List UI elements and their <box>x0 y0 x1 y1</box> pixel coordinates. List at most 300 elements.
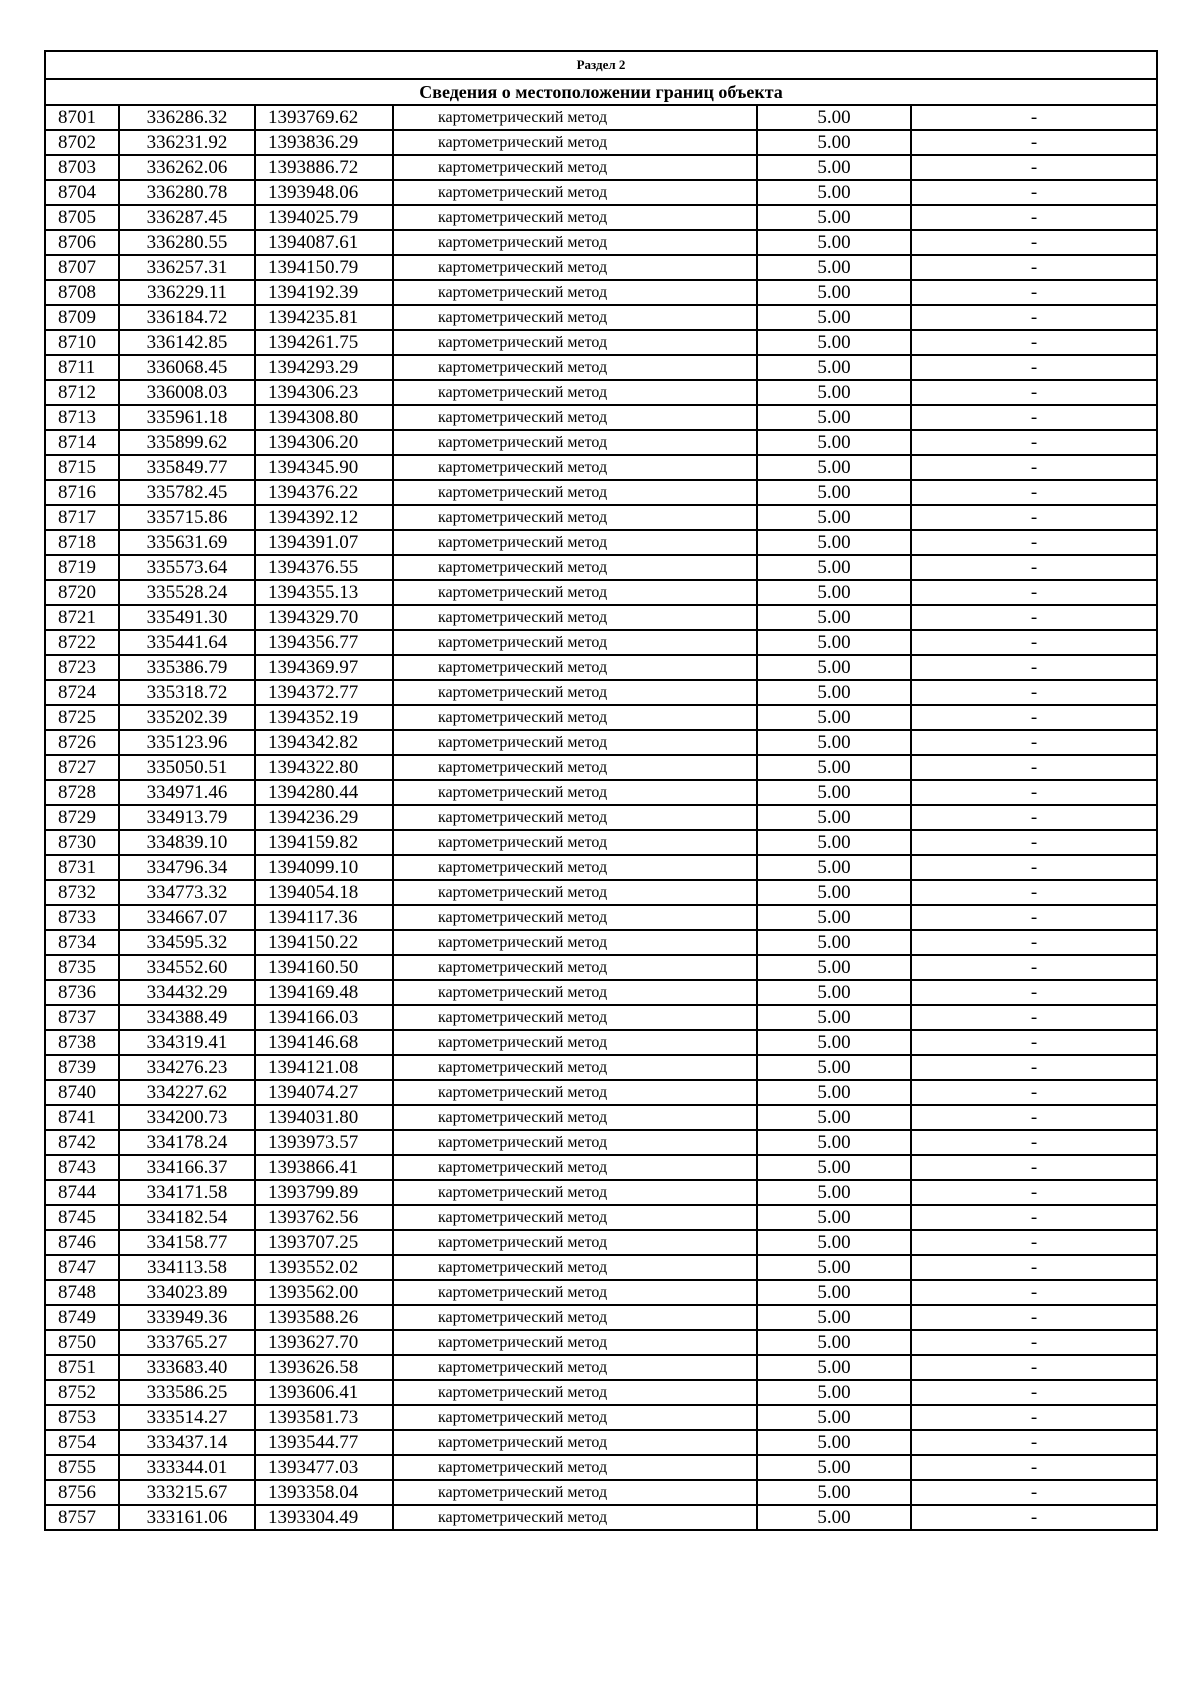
coordinate-x: 335782.45 <box>119 480 255 505</box>
determination-method: картометрический метод <box>393 155 757 180</box>
point-number: 8730 <box>45 830 119 855</box>
accuracy-value: 5.00 <box>757 305 911 330</box>
coordinate-x: 335318.72 <box>119 680 255 705</box>
coordinate-x: 336008.03 <box>119 380 255 405</box>
table-row <box>45 1105 1157 1130</box>
point-number: 8734 <box>45 930 119 955</box>
determination-method: картометрический метод <box>393 305 757 330</box>
coordinate-y: 1394372.77 <box>255 680 393 705</box>
point-description: - <box>911 1480 1157 1505</box>
point-number: 8703 <box>45 155 119 180</box>
point-number: 8725 <box>45 705 119 730</box>
coordinate-y: 1394121.08 <box>255 1055 393 1080</box>
accuracy-value: 5.00 <box>757 1455 911 1480</box>
coordinate-x: 334171.58 <box>119 1180 255 1205</box>
accuracy-value: 5.00 <box>757 480 911 505</box>
point-description: - <box>911 1005 1157 1030</box>
determination-method: картометрический метод <box>393 105 757 130</box>
table-row <box>45 380 1157 405</box>
coordinate-y: 1394150.79 <box>255 255 393 280</box>
accuracy-value: 5.00 <box>757 1380 911 1405</box>
table-row <box>45 305 1157 330</box>
point-number: 8739 <box>45 1055 119 1080</box>
coordinate-x: 335123.96 <box>119 730 255 755</box>
point-description: - <box>911 830 1157 855</box>
point-number: 8749 <box>45 1305 119 1330</box>
coordinate-x: 334796.34 <box>119 855 255 880</box>
point-number: 8756 <box>45 1480 119 1505</box>
point-number: 8752 <box>45 1380 119 1405</box>
coordinate-x: 335849.77 <box>119 455 255 480</box>
determination-method: картометрический метод <box>393 330 757 355</box>
table-row <box>45 1030 1157 1055</box>
determination-method: картометрический метод <box>393 1430 757 1455</box>
point-number: 8733 <box>45 905 119 930</box>
coordinate-x: 333344.01 <box>119 1455 255 1480</box>
point-number: 8719 <box>45 555 119 580</box>
accuracy-value: 5.00 <box>757 830 911 855</box>
coordinate-y: 1393304.49 <box>255 1505 393 1530</box>
table-row <box>45 1130 1157 1155</box>
coordinate-x: 333949.36 <box>119 1305 255 1330</box>
accuracy-value: 5.00 <box>757 1280 911 1305</box>
point-number: 8726 <box>45 730 119 755</box>
coordinate-x: 334227.62 <box>119 1080 255 1105</box>
point-number: 8727 <box>45 755 119 780</box>
accuracy-value: 5.00 <box>757 380 911 405</box>
point-number: 8731 <box>45 855 119 880</box>
point-description: - <box>911 1255 1157 1280</box>
coordinate-y: 1394261.75 <box>255 330 393 355</box>
table-row <box>45 1280 1157 1305</box>
point-number: 8708 <box>45 280 119 305</box>
table-row <box>45 730 1157 755</box>
determination-method: картометрический метод <box>393 180 757 205</box>
point-number: 8714 <box>45 430 119 455</box>
point-description: - <box>911 1130 1157 1155</box>
coordinate-y: 1394392.12 <box>255 505 393 530</box>
point-number: 8745 <box>45 1205 119 1230</box>
table-row <box>45 655 1157 680</box>
coordinate-y: 1394236.29 <box>255 805 393 830</box>
accuracy-value: 5.00 <box>757 1080 911 1105</box>
table-row <box>45 780 1157 805</box>
point-number: 8748 <box>45 1280 119 1305</box>
determination-method: картометрический метод <box>393 255 757 280</box>
point-number: 8724 <box>45 680 119 705</box>
point-number: 8702 <box>45 130 119 155</box>
point-number: 8744 <box>45 1180 119 1205</box>
coordinate-x: 335899.62 <box>119 430 255 455</box>
point-number: 8701 <box>45 105 119 130</box>
coordinate-x: 334158.77 <box>119 1230 255 1255</box>
point-description: - <box>911 1430 1157 1455</box>
accuracy-value: 5.00 <box>757 880 911 905</box>
determination-method: картометрический метод <box>393 280 757 305</box>
table-title-row <box>45 79 1157 105</box>
determination-method: картометрический метод <box>393 1155 757 1180</box>
table-row <box>45 280 1157 305</box>
coordinate-x: 336286.32 <box>119 105 255 130</box>
point-number: 8737 <box>45 1005 119 1030</box>
accuracy-value: 5.00 <box>757 405 911 430</box>
table-row <box>45 1230 1157 1255</box>
table-row <box>45 1180 1157 1205</box>
accuracy-value: 5.00 <box>757 1330 911 1355</box>
accuracy-value: 5.00 <box>757 205 911 230</box>
accuracy-value: 5.00 <box>757 1030 911 1055</box>
accuracy-value: 5.00 <box>757 1105 911 1130</box>
accuracy-value: 5.00 <box>757 505 911 530</box>
point-description: - <box>911 1155 1157 1180</box>
point-number: 8728 <box>45 780 119 805</box>
coordinate-y: 1393562.00 <box>255 1280 393 1305</box>
accuracy-value: 5.00 <box>757 330 911 355</box>
table-row <box>45 1305 1157 1330</box>
determination-method: картометрический метод <box>393 505 757 530</box>
coordinate-x: 334178.24 <box>119 1130 255 1155</box>
point-description: - <box>911 555 1157 580</box>
table-row <box>45 1155 1157 1180</box>
determination-method: картометрический метод <box>393 430 757 455</box>
point-number: 8740 <box>45 1080 119 1105</box>
coordinate-x: 334166.37 <box>119 1155 255 1180</box>
coordinate-x: 335491.30 <box>119 605 255 630</box>
point-description: - <box>911 305 1157 330</box>
coordinate-y: 1394117.36 <box>255 905 393 930</box>
coordinate-y: 1394146.68 <box>255 1030 393 1055</box>
coordinate-x: 334552.60 <box>119 955 255 980</box>
determination-method: картометрический метод <box>393 1405 757 1430</box>
table-row <box>45 1430 1157 1455</box>
accuracy-value: 5.00 <box>757 605 911 630</box>
accuracy-value: 5.00 <box>757 105 911 130</box>
coordinate-y: 1394306.23 <box>255 380 393 405</box>
table-body <box>45 51 1157 1530</box>
point-description: - <box>911 1105 1157 1130</box>
coordinate-y: 1394329.70 <box>255 605 393 630</box>
determination-method: картометрический метод <box>393 930 757 955</box>
table-row <box>45 1505 1157 1530</box>
determination-method: картометрический метод <box>393 1105 757 1130</box>
determination-method: картометрический метод <box>393 1055 757 1080</box>
determination-method: картометрический метод <box>393 830 757 855</box>
coordinate-y: 1394376.55 <box>255 555 393 580</box>
table-row <box>45 405 1157 430</box>
accuracy-value: 5.00 <box>757 1230 911 1255</box>
determination-method: картометрический метод <box>393 1355 757 1380</box>
coordinate-x: 333161.06 <box>119 1505 255 1530</box>
determination-method: картометрический метод <box>393 480 757 505</box>
determination-method: картометрический метод <box>393 355 757 380</box>
table-row <box>45 1255 1157 1280</box>
point-description: - <box>911 630 1157 655</box>
determination-method: картометрический метод <box>393 1130 757 1155</box>
point-description: - <box>911 955 1157 980</box>
coordinate-x: 334913.79 <box>119 805 255 830</box>
point-description: - <box>911 205 1157 230</box>
table-row <box>45 505 1157 530</box>
accuracy-value: 5.00 <box>757 780 911 805</box>
table-row <box>45 230 1157 255</box>
accuracy-value: 5.00 <box>757 255 911 280</box>
table-row <box>45 1005 1157 1030</box>
coordinate-x: 336231.92 <box>119 130 255 155</box>
point-number: 8706 <box>45 230 119 255</box>
table-row <box>45 705 1157 730</box>
accuracy-value: 5.00 <box>757 1155 911 1180</box>
coordinate-x: 335386.79 <box>119 655 255 680</box>
determination-method: картометрический метод <box>393 880 757 905</box>
coordinate-x: 333586.25 <box>119 1380 255 1405</box>
point-number: 8729 <box>45 805 119 830</box>
coordinate-x: 335573.64 <box>119 555 255 580</box>
coordinate-y: 1393477.03 <box>255 1455 393 1480</box>
point-description: - <box>911 355 1157 380</box>
point-number: 8757 <box>45 1505 119 1530</box>
coordinate-x: 336262.06 <box>119 155 255 180</box>
coordinate-y: 1394169.48 <box>255 980 393 1005</box>
table-row <box>45 1405 1157 1430</box>
coordinate-y: 1393707.25 <box>255 1230 393 1255</box>
determination-method: картометрический метод <box>393 730 757 755</box>
point-description: - <box>911 155 1157 180</box>
coordinate-y: 1394369.97 <box>255 655 393 680</box>
section-header-row <box>45 51 1157 79</box>
point-description: - <box>911 805 1157 830</box>
point-description: - <box>911 230 1157 255</box>
point-description: - <box>911 280 1157 305</box>
point-number: 8746 <box>45 1230 119 1255</box>
determination-method: картометрический метод <box>393 1280 757 1305</box>
point-description: - <box>911 905 1157 930</box>
point-description: - <box>911 1505 1157 1530</box>
coordinate-y: 1394099.10 <box>255 855 393 880</box>
table-row <box>45 355 1157 380</box>
point-number: 8732 <box>45 880 119 905</box>
accuracy-value: 5.00 <box>757 855 911 880</box>
accuracy-value: 5.00 <box>757 655 911 680</box>
coordinate-y: 1394345.90 <box>255 455 393 480</box>
point-number: 8705 <box>45 205 119 230</box>
point-number: 8704 <box>45 180 119 205</box>
table-title: Сведения о местоположении границ объекта <box>45 79 1157 105</box>
accuracy-value: 5.00 <box>757 555 911 580</box>
coordinate-y: 1393544.77 <box>255 1430 393 1455</box>
coordinate-x: 334432.29 <box>119 980 255 1005</box>
determination-method: картометрический метод <box>393 955 757 980</box>
coordinate-y: 1394235.81 <box>255 305 393 330</box>
table-row <box>45 1380 1157 1405</box>
table-row <box>45 455 1157 480</box>
coordinate-y: 1393762.56 <box>255 1205 393 1230</box>
coordinate-y: 1394054.18 <box>255 880 393 905</box>
determination-method: картометрический метод <box>393 130 757 155</box>
determination-method: картометрический метод <box>393 1305 757 1330</box>
coordinate-x: 335050.51 <box>119 755 255 780</box>
point-number: 8743 <box>45 1155 119 1180</box>
coordinate-x: 335961.18 <box>119 405 255 430</box>
table-row <box>45 105 1157 130</box>
accuracy-value: 5.00 <box>757 755 911 780</box>
accuracy-value: 5.00 <box>757 155 911 180</box>
determination-method: картометрический метод <box>393 780 757 805</box>
determination-method: картометрический метод <box>393 455 757 480</box>
table-row <box>45 430 1157 455</box>
accuracy-value: 5.00 <box>757 280 911 305</box>
point-number: 8716 <box>45 480 119 505</box>
table-row <box>45 555 1157 580</box>
point-description: - <box>911 405 1157 430</box>
accuracy-value: 5.00 <box>757 1205 911 1230</box>
determination-method: картометрический метод <box>393 1080 757 1105</box>
table-row <box>45 330 1157 355</box>
accuracy-value: 5.00 <box>757 430 911 455</box>
table-row <box>45 1055 1157 1080</box>
coordinate-y: 1393948.06 <box>255 180 393 205</box>
accuracy-value: 5.00 <box>757 955 911 980</box>
coordinate-y: 1394150.22 <box>255 930 393 955</box>
determination-method: картометрический метод <box>393 655 757 680</box>
point-description: - <box>911 455 1157 480</box>
coordinate-y: 1394342.82 <box>255 730 393 755</box>
accuracy-value: 5.00 <box>757 730 911 755</box>
coordinate-x: 333437.14 <box>119 1430 255 1455</box>
accuracy-value: 5.00 <box>757 980 911 1005</box>
point-description: - <box>911 930 1157 955</box>
determination-method: картометрический метод <box>393 630 757 655</box>
coordinate-y: 1394356.77 <box>255 630 393 655</box>
accuracy-value: 5.00 <box>757 1505 911 1530</box>
accuracy-value: 5.00 <box>757 705 911 730</box>
coordinate-y: 1393836.29 <box>255 130 393 155</box>
determination-method: картометрический метод <box>393 530 757 555</box>
coordinate-y: 1393799.89 <box>255 1180 393 1205</box>
coordinate-x: 334388.49 <box>119 1005 255 1030</box>
point-number: 8713 <box>45 405 119 430</box>
table-row <box>45 530 1157 555</box>
point-description: - <box>911 1180 1157 1205</box>
accuracy-value: 5.00 <box>757 1355 911 1380</box>
table-row <box>45 130 1157 155</box>
point-number: 8723 <box>45 655 119 680</box>
table-row <box>45 830 1157 855</box>
coordinate-x: 333683.40 <box>119 1355 255 1380</box>
determination-method: картометрический метод <box>393 230 757 255</box>
coordinate-x: 333215.67 <box>119 1480 255 1505</box>
point-number: 8738 <box>45 1030 119 1055</box>
coordinate-y: 1394160.50 <box>255 955 393 980</box>
coordinate-x: 334971.46 <box>119 780 255 805</box>
coordinate-x: 335202.39 <box>119 705 255 730</box>
coordinate-y: 1394074.27 <box>255 1080 393 1105</box>
coordinate-y: 1394192.39 <box>255 280 393 305</box>
coordinate-y: 1393606.41 <box>255 1380 393 1405</box>
point-description: - <box>911 1030 1157 1055</box>
table-row <box>45 255 1157 280</box>
coordinate-y: 1394031.80 <box>255 1105 393 1130</box>
table-row <box>45 630 1157 655</box>
determination-method: картометрический метод <box>393 405 757 430</box>
table-row <box>45 855 1157 880</box>
coordinate-x: 336280.78 <box>119 180 255 205</box>
point-description: - <box>911 755 1157 780</box>
coordinate-x: 336287.45 <box>119 205 255 230</box>
coordinate-x: 334276.23 <box>119 1055 255 1080</box>
coordinate-y: 1394322.80 <box>255 755 393 780</box>
determination-method: картометрический метод <box>393 705 757 730</box>
point-description: - <box>911 505 1157 530</box>
determination-method: картометрический метод <box>393 1380 757 1405</box>
point-number: 8722 <box>45 630 119 655</box>
point-number: 8735 <box>45 955 119 980</box>
table-row <box>45 205 1157 230</box>
accuracy-value: 5.00 <box>757 180 911 205</box>
accuracy-value: 5.00 <box>757 1130 911 1155</box>
accuracy-value: 5.00 <box>757 1055 911 1080</box>
coordinate-y: 1393973.57 <box>255 1130 393 1155</box>
point-description: - <box>911 580 1157 605</box>
point-description: - <box>911 1280 1157 1305</box>
coordinate-x: 336142.85 <box>119 330 255 355</box>
point-number: 8711 <box>45 355 119 380</box>
determination-method: картометрический метод <box>393 555 757 580</box>
accuracy-value: 5.00 <box>757 630 911 655</box>
coordinate-y: 1393588.26 <box>255 1305 393 1330</box>
coordinate-x: 336280.55 <box>119 230 255 255</box>
point-description: - <box>911 1305 1157 1330</box>
coordinate-y: 1394025.79 <box>255 205 393 230</box>
point-description: - <box>911 605 1157 630</box>
table-row <box>45 880 1157 905</box>
table-row <box>45 955 1157 980</box>
coordinate-y: 1393769.62 <box>255 105 393 130</box>
coordinate-x: 336068.45 <box>119 355 255 380</box>
accuracy-value: 5.00 <box>757 580 911 605</box>
accuracy-value: 5.00 <box>757 1180 911 1205</box>
point-description: - <box>911 105 1157 130</box>
coordinate-x: 335441.64 <box>119 630 255 655</box>
coordinate-x: 334200.73 <box>119 1105 255 1130</box>
accuracy-value: 5.00 <box>757 680 911 705</box>
point-number: 8715 <box>45 455 119 480</box>
point-description: - <box>911 980 1157 1005</box>
coordinate-x: 334839.10 <box>119 830 255 855</box>
determination-method: картометрический метод <box>393 1480 757 1505</box>
coordinate-x: 334595.32 <box>119 930 255 955</box>
coordinate-x: 335631.69 <box>119 530 255 555</box>
determination-method: картометрический метод <box>393 1030 757 1055</box>
point-description: - <box>911 680 1157 705</box>
determination-method: картометрический метод <box>393 1230 757 1255</box>
point-description: - <box>911 480 1157 505</box>
coordinate-x: 335715.86 <box>119 505 255 530</box>
table-row <box>45 480 1157 505</box>
coordinate-y: 1393358.04 <box>255 1480 393 1505</box>
determination-method: картометрический метод <box>393 1205 757 1230</box>
accuracy-value: 5.00 <box>757 230 911 255</box>
determination-method: картометрический метод <box>393 380 757 405</box>
point-description: - <box>911 330 1157 355</box>
coordinate-y: 1394166.03 <box>255 1005 393 1030</box>
determination-method: картометрический метод <box>393 1180 757 1205</box>
point-number: 8707 <box>45 255 119 280</box>
table-row <box>45 1455 1157 1480</box>
point-description: - <box>911 1205 1157 1230</box>
accuracy-value: 5.00 <box>757 905 911 930</box>
point-description: - <box>911 530 1157 555</box>
table-row <box>45 680 1157 705</box>
